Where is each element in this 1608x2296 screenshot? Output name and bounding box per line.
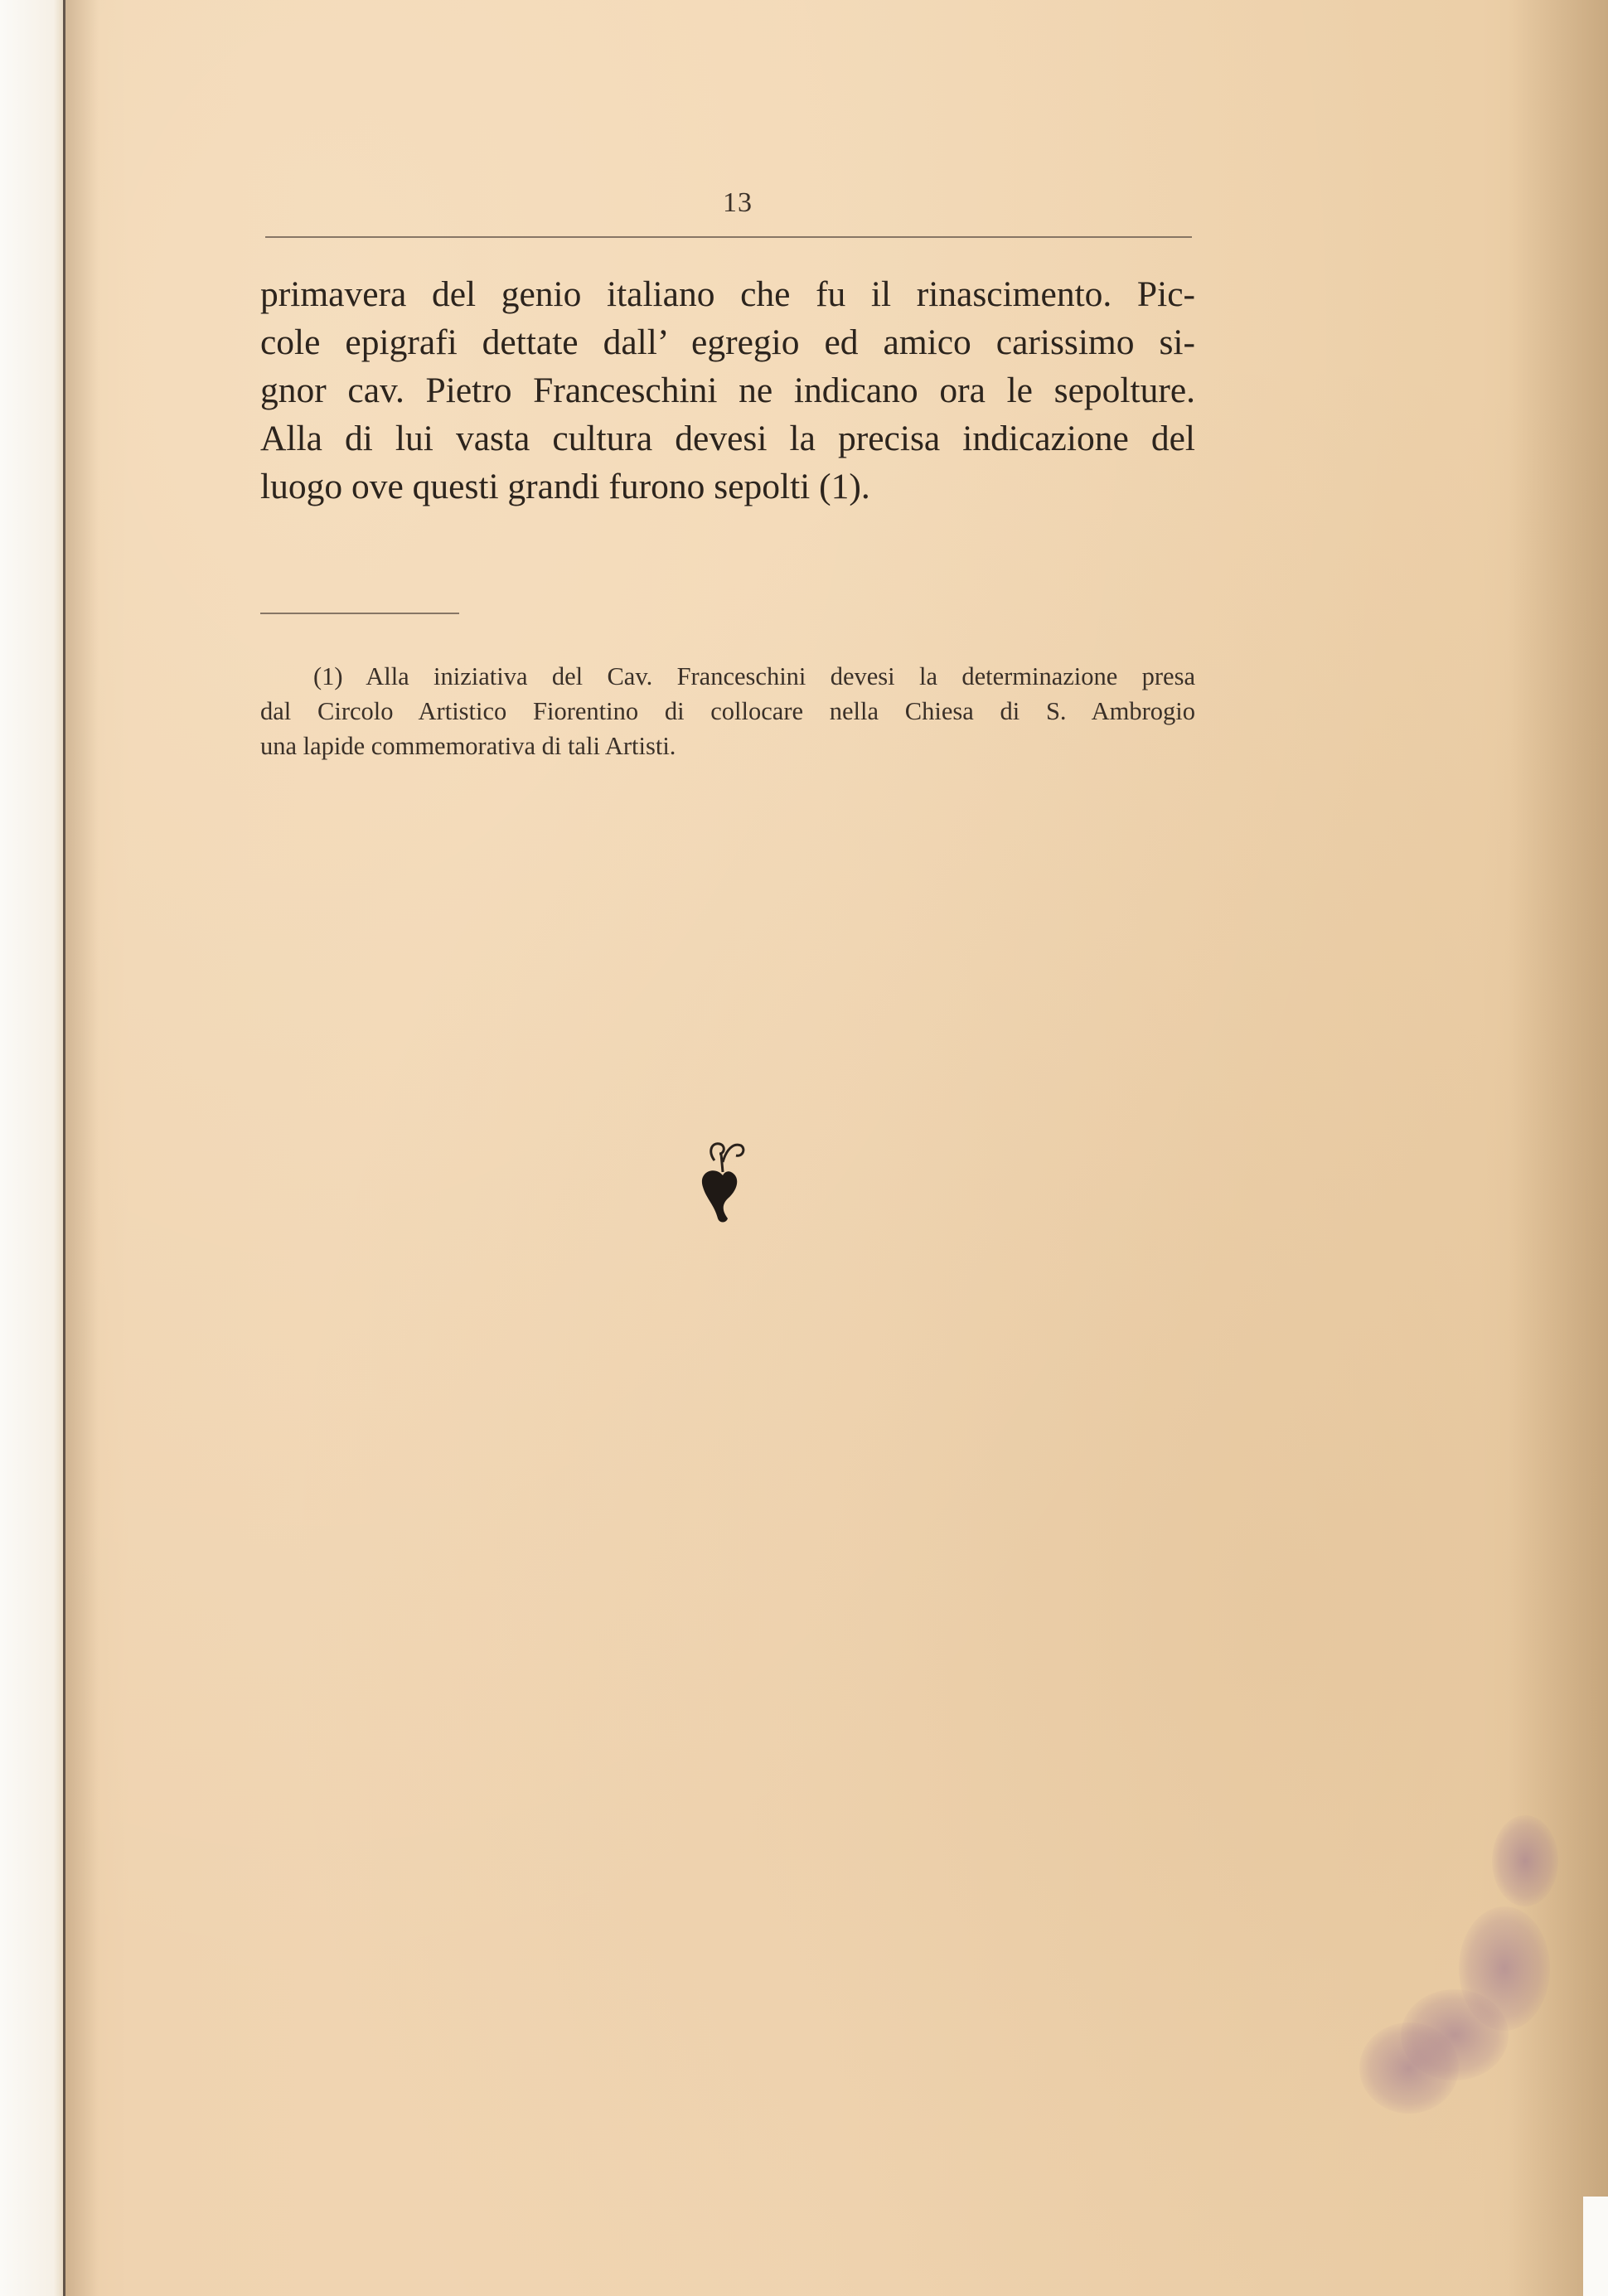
body-line: luogo ove questi grandi furono sepolti (1). bbox=[260, 467, 870, 506]
gutter-shadow bbox=[65, 0, 99, 2296]
body-line: gnor cav. Pietro Franceschini ne indicano ora le sepolture. bbox=[260, 371, 1195, 410]
binding-margin bbox=[0, 0, 63, 2296]
footnote-line: una lapide commemorativa di tali Artisti. bbox=[260, 732, 676, 760]
footnote-line: dal Circolo Artistico Fiorentino di collocare nella Chiesa di S. Ambrogio bbox=[260, 697, 1195, 725]
footnote bbox=[260, 659, 1195, 763]
leaf-tailpiece-icon bbox=[690, 1136, 756, 1227]
body-line: cole epigrafi dettate dall’ egregio ed amico carissimo si- bbox=[260, 322, 1195, 362]
page-number: 13 bbox=[723, 187, 753, 218]
header-rule bbox=[265, 236, 1192, 238]
body-paragraph bbox=[260, 270, 1195, 511]
body-line: Alla di lui vasta cultura devesi la precisa indicazione del bbox=[260, 419, 1195, 458]
footnote-line: (1) Alla iniziativa del Cav. Franceschini devesi la determinazione presa bbox=[313, 662, 1195, 690]
footnote-rule bbox=[260, 613, 459, 614]
ink-stain bbox=[1492, 1815, 1558, 1906]
page-corner-torn bbox=[1583, 2197, 1608, 2296]
body-line: primavera del genio italiano che fu il rinascimento. Pic- bbox=[260, 274, 1195, 314]
ink-stain bbox=[1359, 2022, 1459, 2114]
